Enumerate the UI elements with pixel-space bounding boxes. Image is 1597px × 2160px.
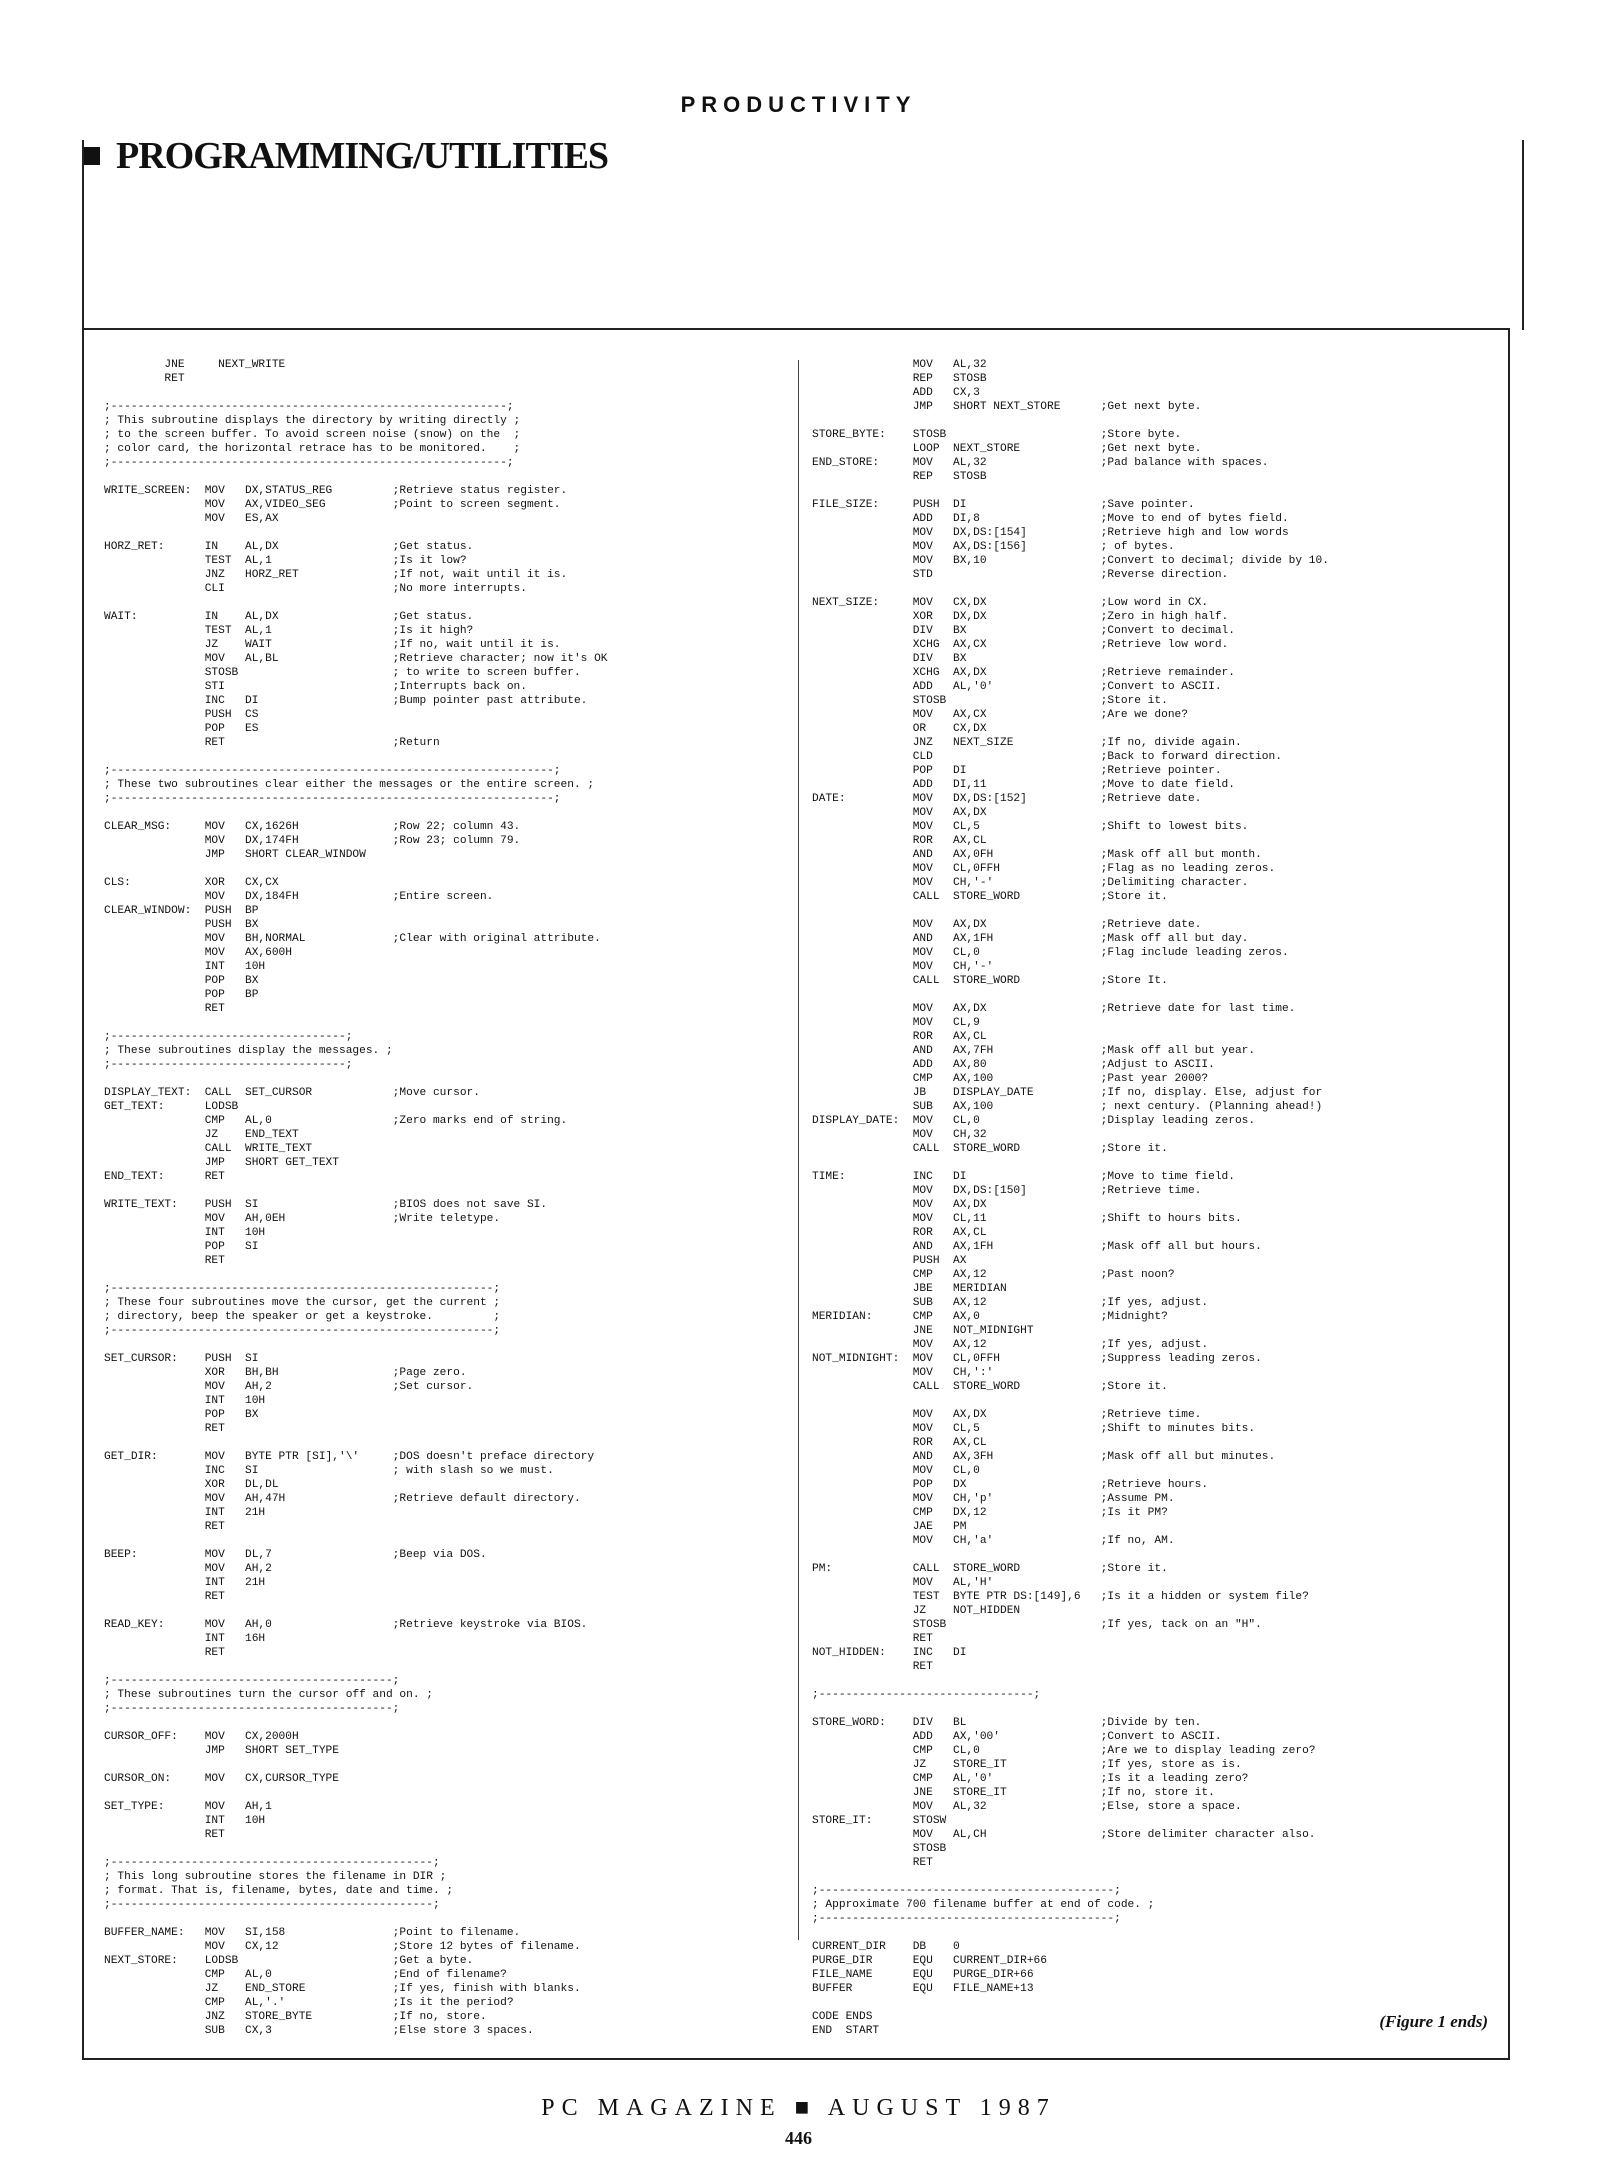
code-column-right: MOV AL,32 REP STOSB ADD CX,3 JMP SHORT NEXT_STORE ;Get next byte. STORE_BYTE: STOSB ;Store byte. LOOP NEXT_STORE ;Get next byte. END_STORE: MOV AL,32 ;Pad balance with spaces. REP STOSB FILE_SIZE: PUSH DI ;Save pointer. ADD DI,8 ;Move to end of bytes field. MOV DX,DS:[154] ;Retrieve high and low words MOV AX,DS:[156] ; of bytes. MOV BX,10 ;Convert to decimal; divide by 10. STD ;Reverse direction. NEXT_SIZE: MOV CX,DX ;Low word in CX. XOR DX,DX ;Zero in high half. DIV BX ;Convert to decimal. XCHG AX,CX ;Retrieve low word. DIV BX XCHG AX,DX ;Retrieve remainder. ADD AL,'0' ;Convert to ASCII. STOSB ;Store it. MOV AX,CX ;Are we done? OR CX,DX JNZ NEXT_SIZE ;If no, divide again. CLD ;Back to forward direction. POP DI ;Retrieve pointer. ADD DI,11 ;Move to date field. DATE: MOV DX,DS:[152] ;Retrieve date. MOV AX,DX MOV CL,5 ;Shift to lowest bits. ROR AX,CL AND AX,0FH ;Mask off all but month. MOV CL,0FFH ;Flag as no leading zeros. MOV CH,'-' ;Delimiting character. CALL STORE_WORD ;Store it. MOV AX,DX ;Retrieve date. AND AX,1FH ;Mask off all but day. MOV CL,0 ;Flag include leading zeros. MOV CH,'-' CALL STORE_WORD ;Store It. MOV AX,DX ;Retrieve date for last time. MOV CL,9 ROR AX,CL AND AX,7FH ;Mask off all but year. ADD AX,80 ;Adjust to ASCII. CMP AX,100 ;Past year 2000? JB DISPLAY_DATE ;If no, display. Else, adjust for SUB AX,100 ; next century. (Planning ahead!) DISPLAY_DATE: MOV CL,0 ;Display leading zeros. MOV CH,32 CALL STORE_WORD ;Store it. TIME: INC DI ;Move to time field. MOV DX,DS:[150] ;Retrieve time. MOV AX,DX MOV CL,11 ;Shift to hours bits. ROR AX,CL AND AX,1FH ;Mask off all but hours. PUSH AX CMP AX,12 ;Past noon? JBE MERIDIAN SUB AX,12 ;If yes, adjust. MERIDIAN: CMP AX,0 ;Midnight? JNE NOT_MIDNIGHT MOV AX,12 ;If yes, adjust. NOT_MIDNIGHT: MOV CL,0FFH ;Suppress leading zeros. MOV CH,':' CALL STORE_WORD ;Store it. MOV AX,DX ;Retrieve time. MOV CL,5 ;Shift to minutes bits. ROR AX,CL AND AX,3FH ;Mask off all but minutes. MOV CL,0 POP DX ;Retrieve hours. MOV CH,'p' ;Assume PM. CMP DX,12 ;Is it PM? JAE PM MOV CH,'a' ;If no, AM. PM: CALL STORE_WORD ;Store it. MOV AL,'H' TEST BYTE PTR DS:[149],6 ;Is it a hidden or system file? JZ NOT_HIDDEN STOSB ;If yes, tack on an "H". RET NOT_HIDDEN: INC DI RET ;--------------------------------; STORE_WORD: DIV BL ;Divide by ten. ADD AX,'00' ;Convert to ASCII. CMP CL,0 ;Are we to display leading zero? JZ STORE_IT ;If yes, store as is. CMP AL,'0' ;Is it a leading zero? JNE STORE_IT ;If no, store it. MOV AL,32 ;Else, store a space. STORE_IT: STOSW MOV AL,CH ;Store delimiter character also. STOSB RET ;--------------------------------------------; ; Approximate 700 filename buffer at end of code. ; ;--------------------------------------------; CURRENT_DIR DB 0 PURGE_DIR EQU CURRENT_DIR+66 FILE_NAME EQU PURGE_DIR+66 BUFFER EQU FILE_NAME+13 CODE ENDS END START [812,359,1329,2037]
square-bullet-icon [82,147,100,165]
section-kicker: PRODUCTIVITY [680,92,917,117]
magazine-footer: PC MAGAZINE ■ AUGUST 1987 [541,2095,1056,2121]
section-title-text: PROGRAMMING/UTILITIES [116,135,609,177]
section-title [82,134,608,178]
code-column-left: JNE NEXT_WRITE RET ;-----------------------------------------------------------; ; This subroutine displays the directory by writing directly ; ; to the screen buffer. To avoid screen noise (snow) on the ; ; color card, the horizontal retrace has to be monitored. ; ;-----------------------------------------------------------; WRITE_SCREEN: MOV DX,STATUS_REG ;Retrieve status register. MOV AX,VIDEO_SEG ;Point to screen segment. MOV ES,AX HORZ_RET: IN AL,DX ;Get status. TEST AL,1 ;Is it low? JNZ HORZ_RET ;If not, wait until it is. CLI ;No more interrupts. WAIT: IN AL,DX ;Get status. TEST AL,1 ;Is it high? JZ WAIT ;If no, wait until it is. MOV AL,BL ;Retrieve character; now it's OK STOSB ; to write to screen buffer. STI ;Interrupts back on. INC DI ;Bump pointer past attribute. PUSH CS POP ES RET ;Return ;------------------------------------------------------------------; ; These two subroutines clear either the messages or the entire screen. ; ;------------------------------------------------------------------; CLEAR_MSG: MOV CX,1626H ;Row 22; column 43. MOV DX,174FH ;Row 23; column 79. JMP SHORT CLEAR_WINDOW CLS: XOR CX,CX MOV DX,184FH ;Entire screen. CLEAR_WINDOW: PUSH BP PUSH BX MOV BH,NORMAL ;Clear with original attribute. MOV AX,600H INT 10H POP BX POP BP RET ;-----------------------------------; ; These subroutines display the messages. ; ;-----------------------------------; DISPLAY_TEXT: CALL SET_CURSOR ;Move cursor. GET_TEXT: LODSB CMP AL,0 ;Zero marks end of string. JZ END_TEXT CALL WRITE_TEXT JMP SHORT GET_TEXT END_TEXT: RET WRITE_TEXT: PUSH SI ;BIOS does not save SI. MOV AH,0EH ;Write teletype. INT 10H POP SI RET ;---------------------------------------------------------; ; These four subroutines move the cursor, get the current ; ; directory, beep the speaker or get a keystroke. ; ;---------------------------------------------------------; SET_CURSOR: PUSH SI XOR BH,BH ;Page zero. MOV AH,2 ;Set cursor. INT 10H POP BX RET GET_DIR: MOV BYTE PTR [SI],'\' ;DOS doesn't preface directory INC SI ; with slash so we must. XOR DL,DL MOV AH,47H ;Retrieve default directory. INT 21H RET BEEP: MOV DL,7 ;Beep via DOS. MOV AH,2 INT 21H RET READ_KEY: MOV AH,0 ;Retrieve keystroke via BIOS. INT 16H RET ;------------------------------------------; ; These subroutines turn the cursor off and on. ; ;------------------------------------------; CURSOR_OFF: MOV CX,2000H JMP SHORT SET_TYPE CURSOR_ON: MOV CX,CURSOR_TYPE SET_TYPE: MOV AH,1 INT 10H RET ;------------------------------------------------; ; This long subroutine stores the filename in DIR ; ; format. That is, filename, bytes, date and time. ; ;------------------------------------------------; BUFFER_NAME: MOV SI,158 ;Point to filename. MOV CX,12 ;Store 12 bytes of filename. NEXT_STORE: LODSB ;Get a byte. CMP AL,0 ;End of filename? JZ END_STORE ;If yes, finish with blanks. CMP AL,'.' ;Is it the period? JNZ STORE_BYTE ;If no, store. SUB CX,3 ;Else store 3 spaces. [104,359,608,2037]
column-rule-left [82,140,84,330]
figure-end-note: (Figure 1 ends) [1379,2012,1488,2031]
column-divider [798,360,799,1940]
page-number: 446 [785,2128,812,2148]
column-rule-right [1522,140,1524,330]
code-listing-box [82,328,1510,2060]
